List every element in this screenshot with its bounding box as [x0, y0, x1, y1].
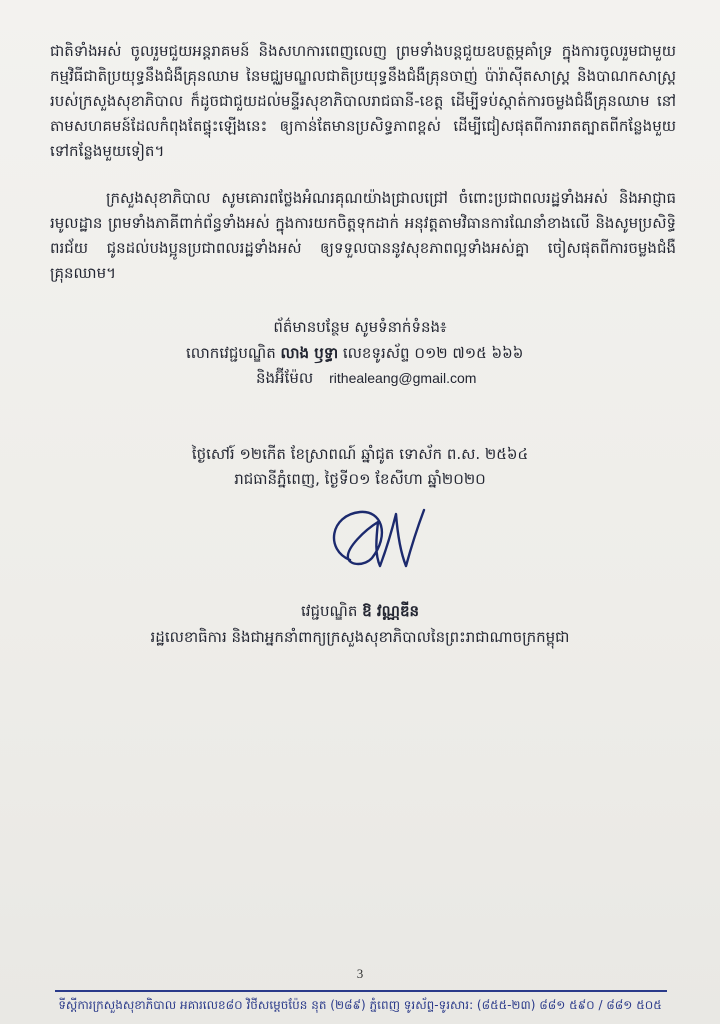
page-number: 3 [356, 966, 364, 981]
contact-heading: ព័ត៌មានបន្ថែម សូមទំនាក់ទំនង៖ [273, 318, 447, 336]
signatory-name-line [0, 600, 720, 622]
contact-phone: ០១២ ៧១៥ ៦៦៦ [414, 344, 524, 362]
contact-email-line [256, 367, 476, 389]
contact-phone-label: លេខទូរស័ព្ទ [342, 344, 410, 362]
body-paragraph-2: ក្រសួងសុខាភិបាល សូមគោរពថ្លែងអំណរគុណយ៉ាងជ្រាលជ្រៅ ចំពោះប្រជាពលរដ្ឋទាំងអស់ និងអាជ្ញាធរមូលដ្ឋាន ព្រមទាំងភាគីពាក់ព័ន្ធទាំងអស់ ក្នុងការយកចិត្តទុកដាក់ អនុវត្តតាមវិធានការណែនាំខាងលើ និងសូមប្រសិទ្ធិពរជ័យ ជូនដល់បងប្អូនប្រជាពលរដ្ឋទាំងអស់ ឲ្យទទួលបាននូវសុខភាពល្អទាំងអស់គ្នា ចៀសផុតពីការចម្លងជំងឺគ្រុនឈាម។ [50, 189, 676, 282]
lunar-date: ថ្ងៃសៅរ៍ ១២កើត ខែស្រាពណ៍ ឆ្នាំជូត ទោស័ក ព.ស. ២៥៦៤ [191, 445, 529, 463]
contact-person-name: លាង ឫទ្ធា [280, 344, 339, 362]
signatory-role: រដ្ឋលេខាធិការ និងជាអ្នកនាំពាក្យក្រសួងសុខាភិបាលនៃព្រះរាជាណាចក្រកម្ពុជា [150, 628, 570, 646]
footer-divider [55, 990, 667, 992]
place-date: រាជធានីភ្នំពេញ, ថ្ងៃទី០១ ខែសីហា ឆ្នាំ២០២០ [234, 470, 486, 488]
contact-person-prefix: លោកវេជ្ជបណ្ឌិត [186, 344, 276, 362]
signatory-name: ឱ វណ្ណឌីន [362, 602, 420, 620]
signature [320, 500, 430, 580]
contact-email[interactable]: rithealeang@gmail.com [329, 370, 477, 386]
contact-person-line [186, 342, 523, 364]
contact-email-label: និងអ៊ីម៉ែល [256, 369, 314, 387]
footer-address: ទីស្តីការក្រសួងសុខាភិបាល អគារលេខ៨០ វិថីសម្តេចប៉ែន នុត (២៨៩) ភ្នំពេញ ទូរស័ព្ទ-ទូរសារ: (៨៥៥-២៣) ៨៨១ ៥៩០ / ៨៨១ ៥០៥ [58, 998, 662, 1012]
signatory-title: វេជ្ជបណ្ឌិត [300, 602, 358, 620]
body-paragraph-1: ជាតិទាំងអស់ ចូលរួមជួយអន្តរាគមន៍ និងសហការពេញលេញ ព្រមទាំងបន្តជួយឧបត្ថម្ភគាំទ្រ ក្នុងការចូលរួមជាមួយកម្មវិធីជាតិប្រយុទ្ធនឹងជំងឺគ្រុនឈាម នៃមជ្ឈមណ្ឌលជាតិប្រយុទ្ធនឹងជំងឺគ្រុនចាញ់ ប៉ារ៉ាស៊ីតសាស្ត្រ និងបាណកសាស្ត្រ របស់ក្រសួងសុខាភិបាល ក៏ដូចជាជួយដល់មន្ទីរសុខាភិបាលរាជធានី-ខេត្ត ដើម្បីទប់ស្កាត់ការចម្លងជំងឺគ្រុនឈាម នៅតាមសហគមន៍ដែលកំពុងតែផ្ទុះឡើងនេះ ឲ្យកាន់តែមានប្រសិទ្ធភាពខ្ពស់ ដើម្បីជៀសផុតពីការរាតត្បាតពីកន្លែងមួយទៅកន្លែងមួយទៀត។ [50, 42, 676, 160]
